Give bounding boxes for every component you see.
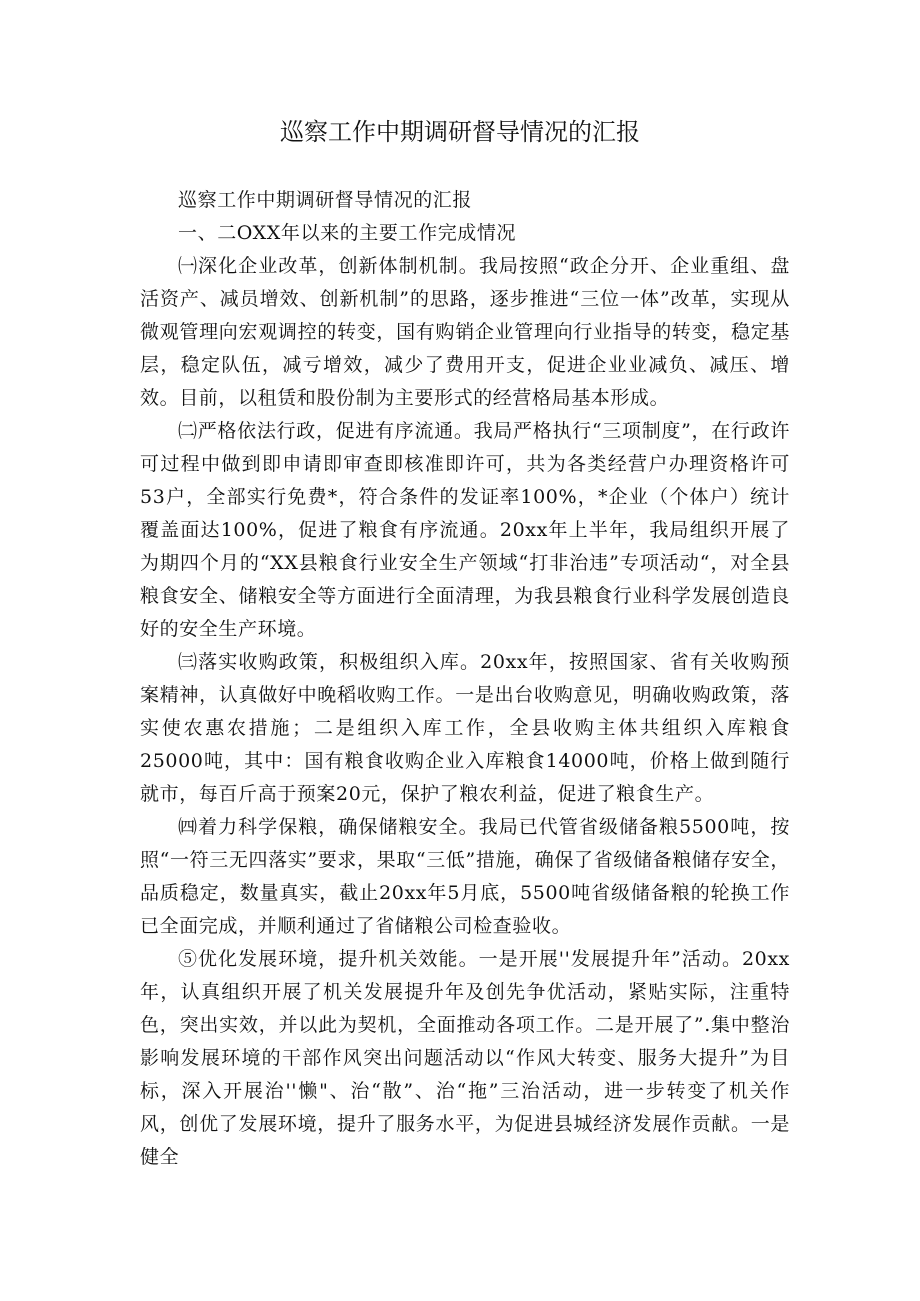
subtitle-paragraph: 巡察工作中期调研督导情况的汇报 bbox=[178, 189, 473, 211]
paragraph-1: ㈠深化企业改革，创新体制机制。我局按照“政企分开、企业重组、盘活资产、减员增效、创新机制”的思路，逐步推进“三位一体”改革，实现从微观管理向宏观调控的转变，国有购销企业管理向行业指导的转变，稳定基层，稳定队伍，减亏增效，减少了费用开支，促进企业业减负、减压、增效。目前，以租赁和股份制为主要形式的经营格局基本形成。 bbox=[140, 255, 790, 409]
paragraph-5: ⑤优化发展环境，提升机关效能。一是开展''发展提升年”活动。20xx年，认真组织开展了机关发展提升年及创先争优活动，紧贴实际，注重特色，突出实效，并以此为契机，全面推动各项工作。二是开展了”.集中整治影响发展环境的干部作风突出问题活动以“作风大转变、服务大提升”为目标，深入开展治''懒"、治“散”、治“拖”三治活动，进一步转变了机关作风，创优了发展环境，提升了服务水平，为促进县城经济发展作贡献。一是健全 bbox=[140, 948, 790, 1168]
section-heading: 一、二OXX年以来的主要工作完成情况 bbox=[178, 222, 517, 244]
paragraph-3: ㈢落实收购政策，积极组织入库。20xx年，按照国家、省有关收购预案精神，认真做好中晚稻收购工作。一是出台收购意见，明确收购政策，落实使农惠农措施；二是组织入库工作，全县收购主体共组织入库粮食25000吨，其中：国有粮食收购企业入库粮食14000吨，价格上做到随行就市，每百斤高于预案20元，保护了粮农利益，促进了粮食生产。 bbox=[140, 651, 790, 805]
paragraph-4: ㈣着力科学保粮，确保储粮安全。我局已代管省级储备粮5500吨，按照“一符三无四落实”要求，果取“三低”措施，确保了省级储备粮储存安全，品质稳定，数量真实，截止20xx年5月底，5500吨省级储备粮的轮换工作已全面完成，并顺利通过了省储粮公司检查验收。 bbox=[140, 816, 790, 937]
paragraph-2: ㈡严格依法行政，促进有序流通。我局严格执行“三项制度”，在行政许可过程中做到即申请即审查即核准即许可，共为各类经营户办理资格许可53户，全部实行免费*，符合条件的发证率100%，*企业（个体户）统计覆盖面达100%，促进了粮食有序流通。20xx年上半年，我局组织开展了为期四个月的“XX县粮食行业安全生产领域“打非治违”专项活动“，对全县粮食安全、储粮安全等方面进行全面清理，为我县粮食行业科学发展创造良好的安全生产环境。 bbox=[140, 420, 790, 640]
document-title: 巡察工作中期调研督导情况的汇报 bbox=[280, 118, 640, 146]
document-body bbox=[140, 184, 790, 1174]
